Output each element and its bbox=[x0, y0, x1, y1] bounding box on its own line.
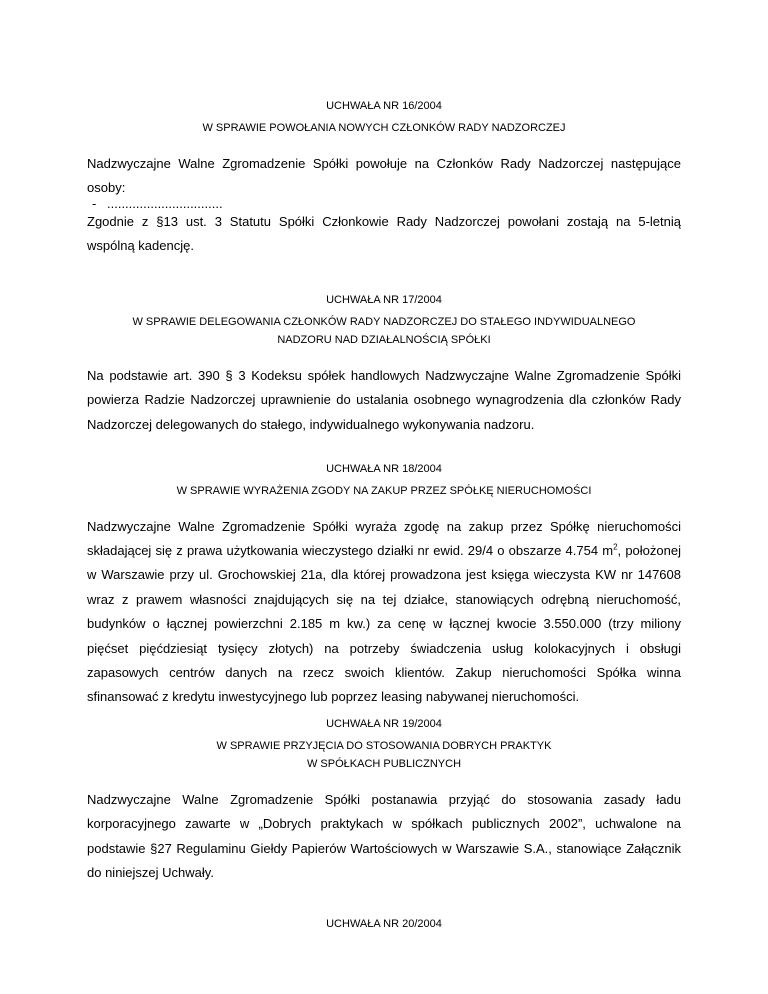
resolution-19-heading: UCHWAŁA NR 19/2004 bbox=[326, 718, 442, 730]
resolution-19-line-3: podstawie §27 Regulaminu Giełdy Papierów Wartościowych w Warszawie S.A., stanowiące Załącznik bbox=[87, 841, 681, 856]
resolution-17-heading: UCHWAŁA NR 17/2004 bbox=[326, 294, 442, 306]
resolution-19-subheading-1: W SPRAWIE PRZYJĘCIA DO STOSOWANIA DOBRYCH PRAKTYK bbox=[216, 740, 552, 752]
resolution-18-subheading: W SPRAWIE WYRAŻENIA ZGODY NA ZAKUP PRZEZ SPÓŁKĘ NIERUCHOMOŚCI bbox=[176, 485, 592, 497]
resolution-18-line-2-tail: , położonej bbox=[617, 543, 681, 558]
resolution-18-line-2 bbox=[87, 543, 681, 559]
resolution-19-subheading-2: W SPÓŁKACH PUBLICZNYCH bbox=[306, 758, 462, 770]
resolution-16-line-1: Nadzwyczajne Walne Zgromadzenie Spółki powołuje na Członków Rady Nadzorczej następujące bbox=[87, 156, 681, 171]
resolution-18-line-4: wraz z prawem własności znajdujących się na tej działce, stanowiących odrębną nieruchomość, bbox=[87, 592, 681, 607]
resolution-18-line-3: w Warszawie przy ul. Grochowskiej 21a, dla której prowadzona jest księga wieczysta KW nr 147608 bbox=[87, 567, 681, 582]
resolution-19-line-4: do niniejszej Uchwały. bbox=[87, 865, 214, 880]
list-placeholder-dots: ................................ bbox=[107, 196, 223, 211]
resolution-18-line-2-text: składającej się z prawa użytkowania wieczystego działki nr ewid. 29/4 o obszarze 4.754 m bbox=[87, 543, 614, 558]
list-dash: - bbox=[92, 196, 97, 211]
resolution-17-line-3: Nadzorczej delegowanych do stałego, indywidualnego wykonywania nadzoru. bbox=[87, 417, 535, 432]
resolution-19-line-1: Nadzwyczajne Walne Zgromadzenie Spółki postanawia przyjąć do stosowania zasady ładu bbox=[87, 792, 681, 807]
resolution-16-subheading: W SPRAWIE POWOŁANIA NOWYCH CZŁONKÓW RADY NADZORCZEJ bbox=[202, 122, 566, 134]
resolution-16-line-3: Zgodnie z §13 ust. 3 Statutu Spółki Członkowie Rady Nadzorczej powołani zostają na 5-letnią bbox=[87, 214, 681, 229]
resolution-18-line-6: pięćset pięćdziesiąt tysięcy złotych) na potrzeby świadczenia usług kolokacyjnych i obsługi bbox=[87, 641, 681, 656]
resolution-17-line-1: Na podstawie art. 390 § 3 Kodeksu spółek handlowych Nadzwyczajne Walne Zgromadzenie Spółki bbox=[87, 368, 681, 383]
resolution-17-line-2: powierza Radzie Nadzorczej uprawnienie do ustalania osobnego wynagrodzenia dla członków Rady bbox=[87, 392, 681, 407]
resolution-18-heading: UCHWAŁA NR 18/2004 bbox=[326, 463, 442, 475]
resolution-17-subheading-1: W SPRAWIE DELEGOWANIA CZŁONKÓW RADY NADZORCZEJ DO STAŁEGO INDYWIDUALNEGO bbox=[132, 316, 636, 328]
resolution-18-line-1: Nadzwyczajne Walne Zgromadzenie Spółki wyraża zgodę na zakup przez Spółkę nieruchomości bbox=[87, 519, 681, 534]
resolution-16-line-4: wspólną kadencję. bbox=[87, 238, 194, 253]
resolution-16-heading: UCHWAŁA NR 16/2004 bbox=[326, 100, 442, 112]
resolution-20-heading: UCHWAŁA NR 20/2004 bbox=[326, 918, 442, 930]
resolution-16-line-2: osoby: bbox=[87, 180, 126, 195]
resolution-18-line-5: budynków o łącznej powierzchni 2.185 m kw.) za cenę w łącznej kwocie 3.550.000 (trzy miliony bbox=[87, 616, 681, 631]
resolution-19-line-2: korporacyjnego zawarte w „Dobrych praktykach w spółkach publicznych 2002”, uchwalone na bbox=[87, 816, 681, 831]
resolution-18-line-7: zapasowych centrów danych na rzecz swoich klientów. Zakup nieruchomości Spółka winna bbox=[87, 665, 681, 680]
superscript-2: 2 bbox=[613, 542, 618, 552]
resolution-17-subheading-2: NADZORU NAD DZIAŁALNOŚCIĄ SPÓŁKI bbox=[277, 334, 491, 346]
resolution-18-line-8: sfinansować z kredytu inwestycyjnego lub poprzez leasing nabywanej nieruchomości. bbox=[87, 689, 580, 704]
